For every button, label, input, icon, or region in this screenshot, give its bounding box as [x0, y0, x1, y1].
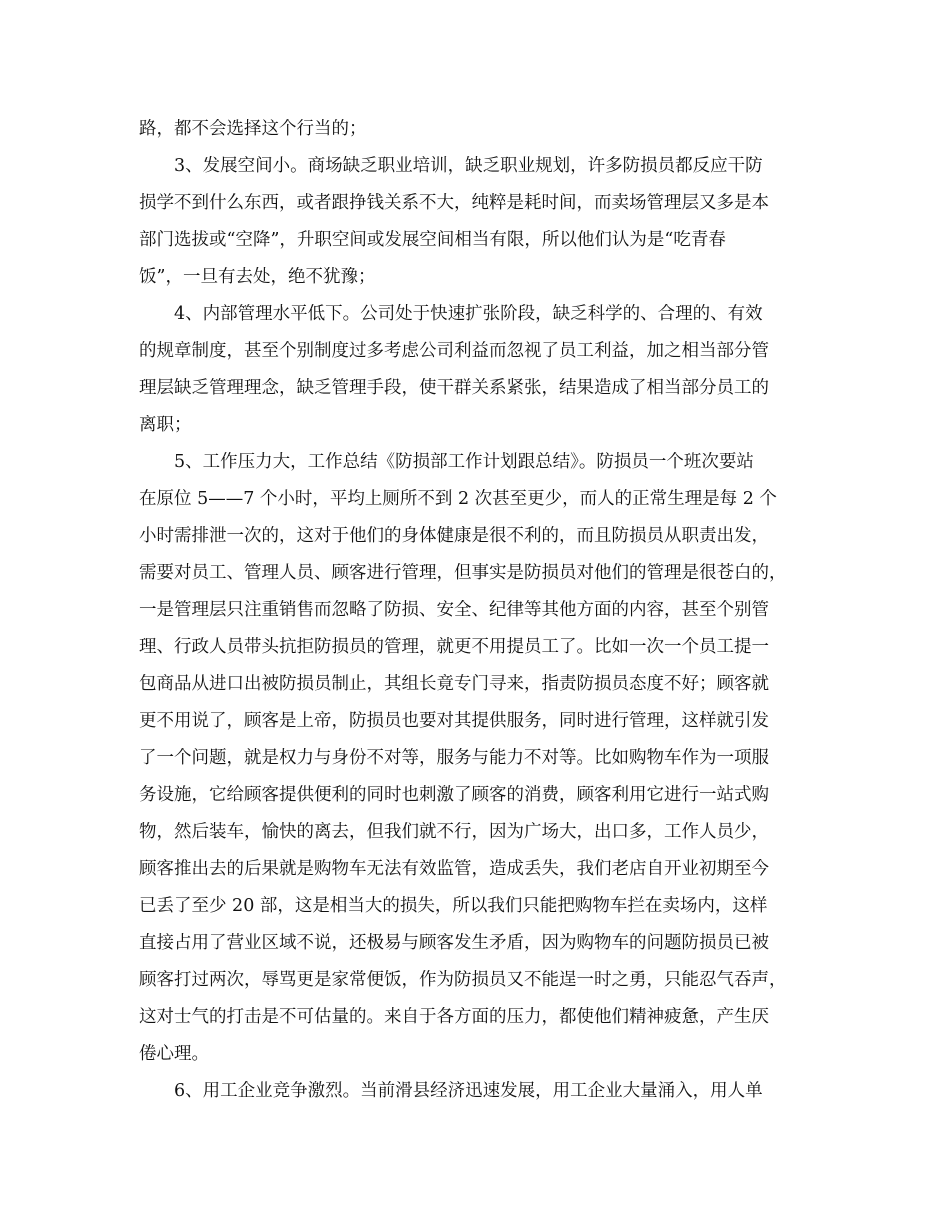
- text-line: 顾客推出去的后果就是购物车无法有效监管，造成丢失，我们老店自开业初期至今: [139, 859, 769, 879]
- paragraph-6-start: 6、用工企业竞争激烈。当前滑县经济迅速发展，用工企业大量涌入，用人单: [174, 1081, 763, 1101]
- text-line: 包商品从进口出被防损员制止，其组长竟专门寻来，指责防损员态度不好；顾客就: [139, 674, 769, 694]
- text-line: 直接占用了营业区域不说，还极易与顾客发生矛盾，因为购物车的问题防损员已被: [139, 933, 769, 953]
- text-line: 一是管理层只注重销售而忽略了防损、安全、纪律等其他方面的内容，甚至个别管: [139, 600, 769, 620]
- text-line: 理层缺乏管理理念，缺乏管理手段，使干群关系紧张，结果造成了相当部分员工的: [139, 378, 769, 398]
- text-line: 部门选拔或“空降”，升职空间或发展空间相当有限，所以他们认为是“吃青春: [139, 230, 726, 250]
- text-line: 离职；: [139, 415, 192, 435]
- text-line: 损学不到什么东西，或者跟挣钱关系不大，纯粹是耗时间，而卖场管理层又多是本: [139, 193, 769, 213]
- text-line: 了一个问题，就是权力与身份不对等，服务与能力不对等。比如购物车作为一项服: [139, 748, 769, 768]
- text-line: 小时需排泄一次的，这对于他们的身体健康是很不利的，而且防损员从职责出发，: [139, 526, 769, 546]
- text-line: 已丢了至少 20 部，这是相当大的损失，所以我们只能把购物车拦在卖场内，这样: [139, 896, 768, 916]
- text-line: 需要对员工、管理人员、顾客进行管理，但事实是防损员对他们的管理是很苍白的，: [139, 563, 787, 583]
- text-line: 在原位 5——7 个小时，平均上厕所不到 2 次甚至更少，而人的正常生理是每 2 个: [139, 489, 777, 509]
- text-line: 理、行政人员带头抗拒防损员的管理，就更不用提员工了。比如一次一个员工提一: [139, 637, 769, 657]
- paragraph-5-start: 5、工作压力大，工作总结《防损部工作计划跟总结》。防损员一个班次要站: [174, 452, 754, 472]
- text-line: 倦心理。: [139, 1044, 209, 1064]
- text-line: 路，都不会选择这个行当的；: [139, 119, 367, 139]
- text-line: 的规章制度，甚至个别制度过多考虑公司利益而忽视了员工利益，加之相当部分管: [139, 341, 769, 361]
- text-line: 物，然后装车，愉快的离去，但我们就不行，因为广场大，出口多，工作人员少，: [139, 822, 769, 842]
- text-line: 务设施，它给顾客提供便利的同时也刺激了顾客的消费，顾客利用它进行一站式购: [139, 785, 769, 805]
- text-line: 顾客打过两次，辱骂更是家常便饭，作为防损员又不能逞一时之勇，只能忍气吞声，: [139, 970, 787, 990]
- paragraph-4-start: 4、内部管理水平低下。公司处于快速扩张阶段，缺乏科学的、合理的、有效: [174, 304, 763, 324]
- text-line: 这对士气的打击是不可估量的。来自于各方面的压力，都使他们精神疲惫，产生厌: [139, 1007, 769, 1027]
- paragraph-3-start: 3、发展空间小。商场缺乏职业培训，缺乏职业规划，许多防损员都反应干防: [174, 156, 763, 176]
- text-line: 饭”，一旦有去处，绝不犹豫；: [139, 267, 376, 287]
- text-line: 更不用说了，顾客是上帝，防损员也要对其提供服务，同时进行管理，这样就引发: [139, 711, 769, 731]
